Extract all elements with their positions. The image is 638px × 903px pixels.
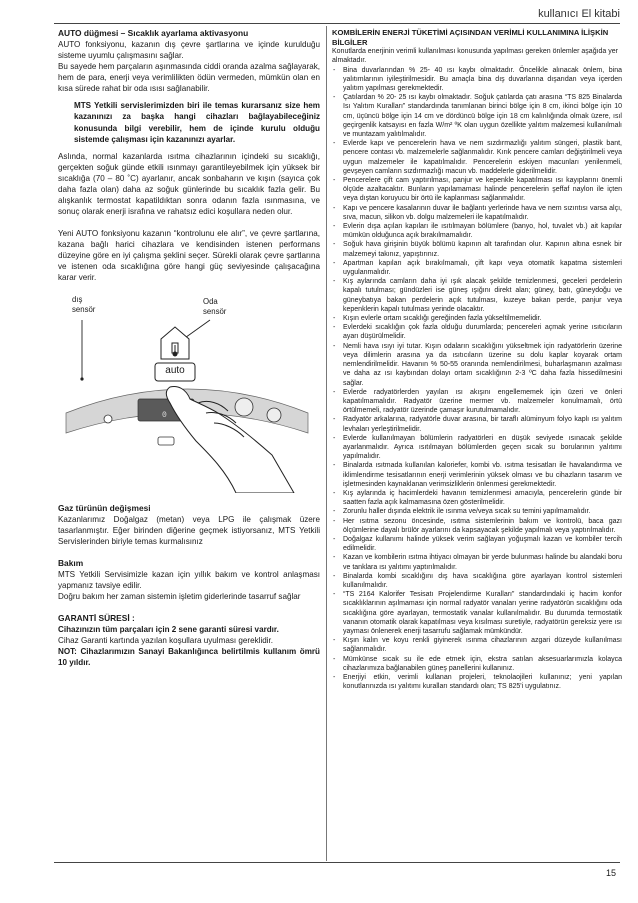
list-item: - Evlerde radyatörlerden yayılan ısı akışını engellememek için üzeri ve önleri kapatılmamalıdır. Radyatör üzerine mermer vb. malzemeler konulmamalı, örtü örtülmemeli, radyatör üzerinde çamaşır kurutulmamalıdır. (332, 388, 622, 416)
list-item: - Her ısıtma sezonu öncesinde, ısıtma sistemlerinin bakım ve kontrolü, baca gazı ölçümlerine dayalı brülör ayarlarını da kapsayacak şekilde yapılmalı veya yaptırılmalıdır. (332, 517, 622, 535)
list-item: - Kışın evlerle ortam sıcaklığı gereğinden fazla yükseltilmemelidir. (332, 314, 622, 323)
footer-rule (54, 862, 620, 863)
control-knob-2 (267, 408, 281, 422)
outdoor-sensor-label: dış sensör (72, 295, 96, 315)
boiler-panel-drawing (58, 295, 320, 493)
list-item: - Radyatör arkalarına, radyatörle duvar arasına, bir taraflı alüminyum folyo kaplı ısı yalıtım levhaları yerleştirilmelidir. (332, 415, 622, 433)
list-item: - Enerjiyi etkin, verimli kullanan projeleri, teknolaojileri kullanınız; yeni yapılan konutlarınızda ısı yalıtımı kuralları standardı olan; TS 825'i uygulatınız. (332, 673, 622, 691)
page-number: 15 (605, 868, 616, 878)
list-item: - Evlerin dışa açılan kapıları ile ısıtılmayan bölümlere (banyo, hol, tuvalet vb.) ait kapılar mümkün olduğunca açık bırakılmamalıdır. (332, 222, 622, 240)
list-item: - “TS 2164 Kalorifer Tesisatı Projelendirme Kuralları” standardındaki iç hacim konfor sıcaklıklarının aşılmaması için normal radyatör vanaları yerine radyatörün sıcaklığını oda sıcaklığına göre ayarlayan, termostatik vanalar kullanılmalıdır. Bu durumda termostatik vananın otomatik olarak kapatılması veya kısılması suretiyle, radyatörün gereksiz yere ısı yayması önlenerek enerji tasarrufu sağlamak mümkündür. (332, 590, 622, 636)
gas-heading: Gaz türünün değişmesi (58, 503, 151, 514)
list-item: - Kazan ve kombilerin ısıtma ihtiyacı olmayan bir yerde bulunması halinde bu alandaki boru ve tanklara ısı yalıtımı yaptırılmalıdır. (332, 553, 622, 571)
list-item: - Bina duvarlarından % 25- 40 ısı kaybı olmaktadır. Öncelikle alınacak önlem, bina yalıtımlarının iyileştirilmesidir. Bu amaçla bina dış duvarlarına dışarıdan veya içerden yalıtım yapılması gerekmektedir. (332, 66, 622, 94)
list-item: - Pencerelere çift cam yaptırılması, panjur ve kepenkle kapatılması ısı kayıplarını önemli ölçüde azaltacaktır. Bunların yapılamaması halinde pencerelerin şeffaf naylon ile içten veya dıştan koruyucu bir örtü ile kaplanması sağlanmalıdır. (332, 176, 622, 204)
maintenance-paragraph: MTS Yetkili Servisimizle kazan için yıllık bakım ve kontrol anlaşması yapmanız tavsiye edilir. Doğru bakım her zaman sistemin işletim giderlerinde tasarruf sağlar (58, 570, 320, 602)
gas-paragraph: Kazanlarımız Doğalgaz (metan) veya LPG ile çalışmak üzere tasarlanmıştır. Eğer birinden diğerine geçmek istiyorsanız, MTS Yetkili Servislerinden biriyle temas kurmalısınız (58, 515, 320, 547)
room-sensor-label: Oda sensör (203, 297, 227, 317)
list-item: - Mümkünse sıcak su ile ede etmek için, ekstra satılan aksesuarlarımızla kolayca cihazlarımıza bağlanabilen güneş panellerini kullanınız. (332, 655, 622, 673)
list-item: - Binalarda ısıtmada kullanılan kaloriefer, kombi vb. ısıtma tesisatları ile havalandırma ve iklimlendirme tesisatlarının enerji verimlerinin yüksek olması ve bu cihazların tasarım ve işletmesinden kaynaklanan verimsizliklerin önlenmesi gerekmektedir. (332, 461, 622, 489)
energy-intro: Konutlarda enerjinin verimli kullanılması konusunda yapılması gereken önlemler aşağıda yer almaktadır. (332, 48, 618, 65)
warranty-note: NOT: Cihazlarımızın Sanayi Bakanlığınca belirtilmis kullanım ömrü 10 yıldır. (58, 647, 320, 668)
list-item: - Kış aylarında camların daha iyi ışık alacak şekilde temizlenmesi, geceleri perdelerin kapalı tutulması; gündüzleri ise güneş ışığını direkt alan; güney, batı, güneydoğu ve güneybatıya bakan perdelerin açık tutulması, kuzeye bakan perde, panjur veya kepenklerin kapalı tutulması yerinde olacaktır. (332, 277, 622, 314)
auto-paragraph-3: Aslında, normal kazanlarda ısıtma cihazlarının içindeki su sıcaklığı, gerçekten soğuk günde etkili ısınmayı garantileyebilmek için yüksek bir sıcaklığa (70 – 80 ˚C) ayarlanır, ancak sonbaharın ve kışın (sayıca çok daha fazla olan) daha az soğuk günlerinde bu sıcaklık fazla gelir. Bu alışkanlık termostat kapatildıktan sonra odanın fazla ısınmasına, ve sonuç olarak enerji israfına ve rahatsız edici koşullara neden olur. (58, 152, 320, 217)
energy-heading: KOMBİLERİN ENERJİ TÜKETİMİ AÇISINDAN VERİMLİ KULLANIMINA İLİŞKİN BİLGİLER (332, 28, 609, 47)
list-item: - Nemli hava ısıyı iyi tutar. Kışın odaların sıcaklığını yükseltmek için radyatörlerin üzerine veya dilimlerin arasına ya da ısıtıcıların üzerine su dolu kaplar koyarak ortam nemlendirilmelidir. Havanın % 50-55 oranında nemlendirilmesi, buharlaşmanın azalması ve daha az ısı kaybından dolayı ortam sıcaklığının 2-3 ºC daha fazla hissedilmesini sağlar. (332, 342, 622, 388)
auto-paragraph-4: Yeni AUTO fonksiyonu kazanın “kontrolunu ele alır”, ve çevre şartlarına, kazana bağlı harici cihazlara ve kendisinden istenen performans düzeyine göre en iyi çalışma şeklini seçer. Sürekli olarak çevre şartlarına ve istenen oda sıcaklığına göre hangi güç seviyesinde çalışacağına karar verir. (58, 229, 320, 283)
maintenance-heading: Bakım (58, 558, 84, 569)
boiler-auto-illustration (58, 295, 320, 493)
list-item: - Evlerde kullanılmayan bölümlerin radyatörleri en düşük seviyede ısınacak şekilde ayarlanmalıdır. Ayrıca ısıtılmayan bölümlerden geçen sıcak su borularının yalıtımı yapılmalıdır. (332, 434, 622, 462)
auto-button-label: auto (165, 365, 185, 377)
warranty-heading: GARANTİ SÜRESİ : (58, 613, 135, 624)
warranty-paragraph-1: Cihazınızın tüm parçaları için 2 sene garanti süresi vardır. (58, 625, 279, 635)
list-item: - Soğuk hava girişinin büyük bölümü kapının alt tarafından olur. Kapının altına esnek bir malzemeyi takınız, yapıştırınız. (332, 240, 622, 258)
column-divider (326, 26, 327, 861)
control-knob (235, 398, 253, 416)
auto-heading: AUTO düğmesi – Sıcaklık ayarlama aktivasyonu (58, 28, 249, 38)
svg-text:0: 0 (162, 411, 167, 421)
list-item: - Binalarda kombi sıcaklığını dış hava sıcaklığına göre ayarlayan kontrol sistemleri kullanılmalıdır. (332, 572, 622, 590)
list-item: - Evlerdeki sıcaklığın çok fazla olduğu durumlarda; pencereleri açmak yerine ısıtıcıların ayarı düşürülmelidir. (332, 323, 622, 341)
list-item: - Apartman kapıları açık bırakılmamalı, çift kapı veya otomatik kapatma sistemleri uygulanmalıdır. (332, 259, 622, 277)
energy-tips-list (332, 66, 622, 692)
list-item: - Evlerde kapı ve pencerelerin hava ve nem sızdırmazlığı yalıtım süngeri, plastik bant, pencere contası vb. malzemelerle sağlanmalıdır. Kırık pencere camları değiştirilmeli veya uygun malzemeler ile kapatılmalıdır. Pencerelerin eskiyen macunları yenilenmeli, gevşeyen camların sızdırmazlığı macun vb. maddelerle giderilmelidir. (332, 139, 622, 176)
list-item: - Kışın kalın ve koyu renkli giyinerek ısınma cihazlarının azgari düzeyde kullanılması sağlanmalıdır. (332, 636, 622, 654)
right-column (332, 28, 622, 691)
header-rule (54, 23, 620, 24)
list-item: - Kapı ve pencere kasalarının duvar ile bağlantı yerlerinde hava ve nem sızıntısı varsa alçı, sıva, macun, silikon vb. dolgu malzemeleri ile kapatılmalıdır. (332, 204, 622, 222)
left-column (58, 28, 320, 668)
panel-slot (158, 437, 174, 445)
indicator-led (104, 415, 112, 423)
warranty-paragraph-2: Cihaz Garanti kartında yazılan koşullara uyulması gereklidir. (58, 636, 274, 646)
auto-paragraph-1: AUTO fonksiyonu, kazanın dış çevre şartlarına ve içinde kurulduğu sisteme uyumlu çalışmasını sağlar. (58, 40, 320, 60)
header-title: kullanıcı El kitabi (538, 8, 620, 20)
list-item: - Çatılardan % 20- 25 ısı kaybı olmaktadır. Soğuk çatılarda çatı arasına “TS 825 Binalarda Isı Yalıtım Kuralları” standardında tanımlanan birinci bölge için 8 cm, ikinci bölge için 10 cm, üçüncü bölge için 14 cm ve dördüncü bölge için 18 cm kalınlığında olmak üzere, ısıl geçirgenlik katsayısı en fazla W/m² ºK olan uygun özellikte yalıtım malzemesi kullanılmalı ve muntazam yalıtılmalıdır. (332, 93, 622, 139)
list-item: - Kış aylarında iç hacimlerdeki havanın temizlenmesi amacıyla, pencerelerin günde bir saatten fazla açık kalmamasına özen gösterilmelidir. (332, 489, 622, 507)
list-item: - Zorunlu haller dışında elektrik ile ısınma ve/veya sıcak su temini yapılmamalıdır. (332, 507, 622, 516)
house-thermometer-icon (161, 327, 189, 359)
service-note: MTS Yetkili servislerimizden biri ile temas kurarsanız size hem kazanınızı za başka hangi cihazları bağlayabileceğiniz konusunda bilgi verebilir, hem de içinde kurulu olduğu sistemde çalışması için kazanınızı ayarlar. (74, 101, 320, 144)
list-item: - Doğalgaz kullanımı halinde yüksek verim sağlayan yoğuşmalı kazan ve kombiler tercih edilmelidir. (332, 535, 622, 553)
auto-paragraph-2: Bu sayede hem parçaların aşınmasında ciddi oranda azalma sağlayarak, hem de para, enerji veya verimlilikten ödün vermeden, mümkün olan en kısa sürede rahat bir oda ısısı sağlanabilir. (58, 62, 320, 93)
